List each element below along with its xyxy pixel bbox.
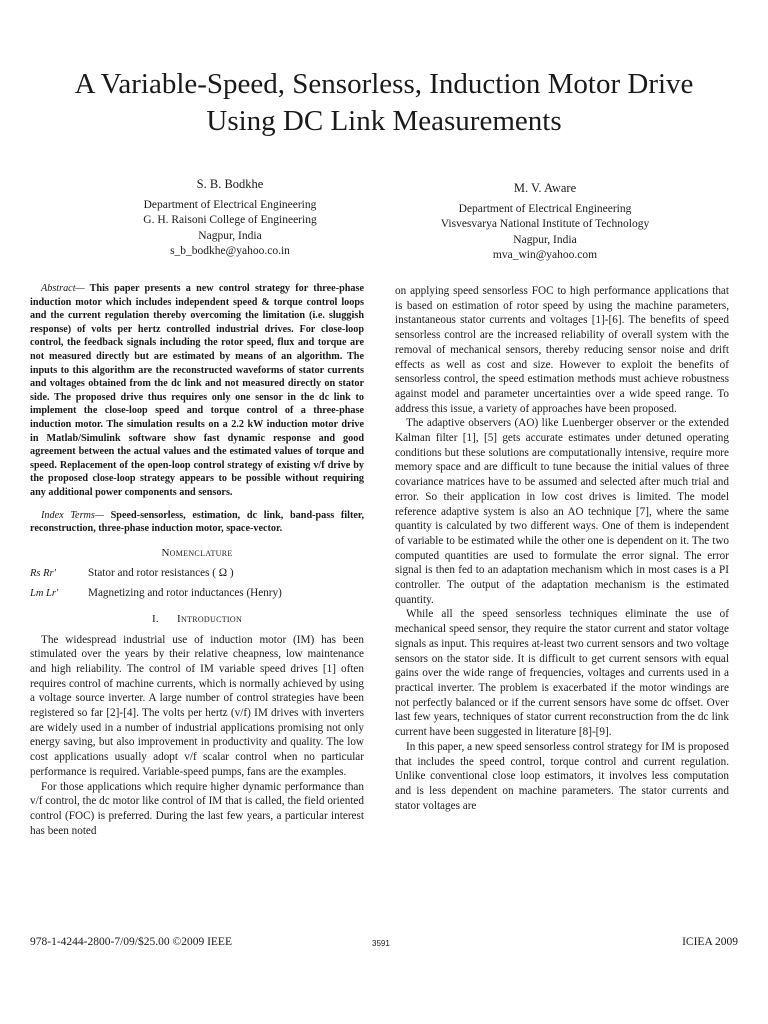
author-organization: G. H. Raisoni College of Engineering	[143, 214, 317, 226]
body-paragraph: on applying speed sensorless FOC to high performance applications that is based on estimation of rotor speed by using the machine parameters, instantaneous stator currents and voltages [1]-[6]. The benefits of speed sensorless control are the increased reliability of overall system with the removal of mechanical sensors, thereby reducing sensor noise and drift effects as well as cost and size. However to exploit the benefits of sensorless control, the speed estimation methods must achieve robustness against model and parameter uncertainties over a wide speed range. To address this issue, a variety of approaches have been proposed.	[395, 285, 729, 415]
author-email: s_b_bodkhe@yahoo.co.in	[170, 245, 290, 257]
introduction-heading	[30, 612, 364, 627]
author-name: M. V. Aware	[513, 181, 577, 195]
nomenclature-description: Magnetizing and rotor inductances (Henry)	[88, 587, 282, 600]
index-terms-lead: Index Terms—	[41, 509, 104, 521]
footer-copyright: 978-1-4244-2800-7/09/$25.00 ©2009 IEEE	[30, 936, 232, 948]
author-location: Nagpur, India	[513, 233, 577, 246]
author-name: S. B. Bodkhe	[196, 177, 264, 191]
right-column	[395, 284, 729, 813]
nomenclature-item	[30, 586, 364, 602]
abstract	[30, 282, 364, 500]
footer-conference: ICIEA 2009	[682, 936, 738, 948]
nomenclature-symbol: Rs Rr'	[30, 568, 56, 580]
abstract-text: This paper presents a new control strategy for three-phase induction motor which includes independent speed & torque control loops and the current regulation thereby overcoming the limitation (i.e. sluggish response) of volts per hertz controlled industrial drives. For close-loop control, the feedback signals including the rotor speed, flux and torque are not measured directly but are estimated by means of an algorithm. The inputs to this algorithm are the reconstructed waveforms of stator currents and voltages obtained from the dc link and not measured directly on stator side. The proposed drive thus requires only one sensor in the dc link to implement the close-loop speed and torque control of a three-phase induction motor. The simulation results on a 2.2 kW induction motor drive in Matlab/Simulink software show fast dynamic response and good agreement between the actual values and the estimated values of torque and speed. Replacement of the open-loop control strategy of existing v/f drive by the proposed close-loop strategy appears to be possible without requiring any additional power components and sensors.	[30, 283, 364, 498]
body-paragraph: While all the speed sensorless techniques eliminate the use of mechanical speed sensor, they require the stator current and stator voltage signals as input. This requires at-least two current sensors and two voltage sensors on the stator side. It is difficult to get current sensors with equal gains over the wide range of frequencies, voltages and currents used in a practical inverter. The problem is exacerbated if the motor windings are not perfectly balanced or if the current sensors have some dc offset. Over last few years, techniques of stator current reconstruction from the dc link current have been suggested in literature [8]-[9].	[395, 608, 729, 739]
paper-title	[20, 66, 748, 140]
nomenclature-heading: Nomenclature	[161, 546, 233, 559]
author-email: mva_win@yahoo.com	[492, 249, 598, 261]
author-department: Department of Electrical Engineering	[143, 198, 317, 211]
nomenclature-description: Stator and rotor resistances ( Ω )	[88, 567, 234, 580]
abstract-lead: Abstract—	[41, 283, 85, 294]
author-block-1	[95, 177, 365, 260]
author-block-2	[402, 181, 688, 264]
author-department: Department of Electrical Engineering	[458, 202, 632, 215]
index-terms-text: Speed-sensorless, estimation, dc link, band-pass filter, reconstruction, three-phase induction motor, space-vector.	[30, 509, 364, 535]
title-line-1: A Variable-Speed, Sensorless, Induction Motor Drive	[74, 68, 694, 100]
title-line-2: Using DC Link Measurements	[206, 105, 562, 137]
nomenclature-item	[30, 566, 364, 582]
body-paragraph: The adaptive observers (AO) like Luenberger observer or the extended Kalman filter [1], [5] gets accurate estimates under detuned operating conditions but these solutions are computationally intensive, require more memory space and are difficult to tune because the initial values of three covariance matrices have to be assumed and selected after much trial and error. So their application in low cost drives is limited. The model reference adaptive system is also an AO technique [7], where the same quantity is calculated by two different ways. One of them is independent of variable to be estimated while the other one is dependent on it. The two computed quantities are used to formulate the error signal. The error signal is then fed to an adaptation mechanism which in most cases is a PI controller. The output of the adaptation mechanism is the estimated quantity.	[395, 417, 729, 606]
author-location: Nagpur, India	[198, 229, 262, 242]
nomenclature-symbol: Lm Lr'	[30, 588, 59, 600]
section-title: Introduction	[176, 612, 243, 625]
left-column	[30, 282, 364, 838]
body-paragraph: In this paper, a new speed sensorless control strategy for IM is proposed that includes the speed control, torque control and current regulation. Unlike conventional close loop estimators, it involves less computation and is less dependent on machine parameters. The stator currents and stator voltages are	[395, 740, 729, 812]
index-terms	[30, 509, 364, 536]
author-organization: Visvesvarya National Institute of Technology	[440, 218, 650, 230]
page-number: 3591	[372, 939, 390, 948]
section-number: I.	[151, 612, 159, 625]
body-paragraph: The widespread industrial use of induction motor (IM) has been stimulated over the years by their relative cheapness, low maintenance and high reliability. The control of IM variable speed drives [1] often requires control of machine currents, which is normally achieved by using a voltage source inverter. A large number of control strategies have been registered so far [2]-[4]. The volts per hertz (v/f) IM drives with inverters are widely used in a number of industrial applications promising not only energy saving, but also improvement in productivity and quality. The low cost applications usually adopt v/f scalar control when no particular performance is required. Variable-speed pumps, fans are the examples.	[30, 633, 364, 778]
body-paragraph: For those applications which require higher dynamic performance than v/f control, the dc motor like control of IM that is called, the field oriented control (FOC) is preferred. During the last few years, a particular interest has been noted	[30, 780, 364, 837]
